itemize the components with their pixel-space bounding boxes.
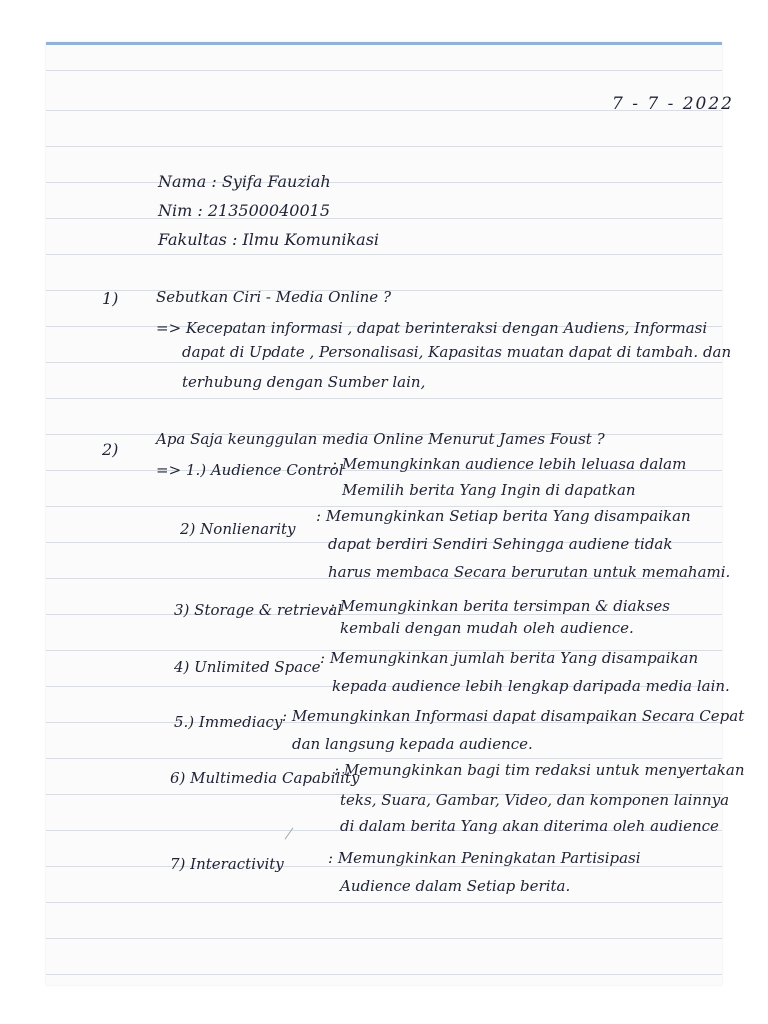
advantage-label: => 1.) Audience Control — [156, 461, 344, 479]
advantage-label: 5.) Immediacy — [174, 713, 283, 731]
answer-1-line: dapat di Update , Personalisasi, Kapasitas muatan dapat di tambah. dan — [182, 343, 732, 361]
advantage-line: : Memungkinkan audience lebih leluasa dalam — [332, 455, 687, 473]
notebook-page — [46, 42, 745, 985]
advantage-line: dan langsung kepada audience. — [292, 735, 533, 753]
question-1-text: Sebutkan Ciri - Media Online ? — [156, 288, 391, 306]
advantage-line: harus membaca Secara berurutan untuk memahami. — [328, 563, 731, 581]
advantage-line: di dalam berita Yang akan diterima oleh audience — [340, 817, 719, 835]
date: 7 - 7 - 2022 — [612, 94, 734, 114]
advantage-line: : Memungkinkan Peningkatan Partisipasi — [328, 849, 641, 867]
advantage-line: teks, Suara, Gambar, Video, dan komponen lainnya — [340, 791, 730, 809]
question-2-number: 2) — [102, 440, 119, 459]
advantage-line: : Memungkinkan Setiap berita Yang disampaikan — [316, 507, 691, 525]
advantage-label: 4) Unlimited Space — [174, 658, 321, 676]
advantage-line: Audience dalam Setiap berita. — [340, 877, 571, 895]
advantage-line: : Memungkinkan bagi tim redaksi untuk menyertakan — [334, 761, 745, 779]
advantage-label: 7) Interactivity — [170, 855, 284, 873]
advantage-line: kembali dengan mudah oleh audience. — [340, 619, 634, 637]
student-nim: Nim : 213500040015 — [158, 201, 331, 220]
advantage-line: : Memungkinkan jumlah berita Yang disampaikan — [320, 649, 699, 667]
student-faculty: Fakultas : Ilmu Komunikasi — [158, 230, 380, 249]
pen-stroke — [285, 827, 294, 839]
advantage-label: 3) Storage & retrieval — [174, 601, 343, 619]
advantage-line: dapat berdiri Sendiri Sehingga audiene tidak — [328, 535, 673, 553]
question-1-number: 1) — [102, 289, 119, 308]
question-2-text: Apa Saja keunggulan media Online Menurut James Foust ? — [156, 430, 605, 448]
advantage-label: 2) Nonlienarity — [180, 520, 296, 538]
advantage-line: Memilih berita Yang Ingin di dapatkan — [342, 481, 636, 499]
advantage-line: : Memungkinkan Informasi dapat disampaikan Secara Cepat — [282, 707, 745, 725]
advantage-line: : Memungkinkan berita tersimpan & diakses — [330, 597, 670, 615]
answer-1-line: => Kecepatan informasi , dapat berinteraksi dengan Audiens, Informasi — [156, 319, 708, 337]
student-name: Nama : Syifa Fauziah — [158, 172, 331, 191]
advantage-line: kepada audience lebih lengkap daripada media lain. — [332, 677, 730, 695]
advantage-label: 6) Multimedia Capability — [170, 769, 360, 787]
answer-1-line: terhubung dengan Sumber lain, — [182, 373, 426, 391]
